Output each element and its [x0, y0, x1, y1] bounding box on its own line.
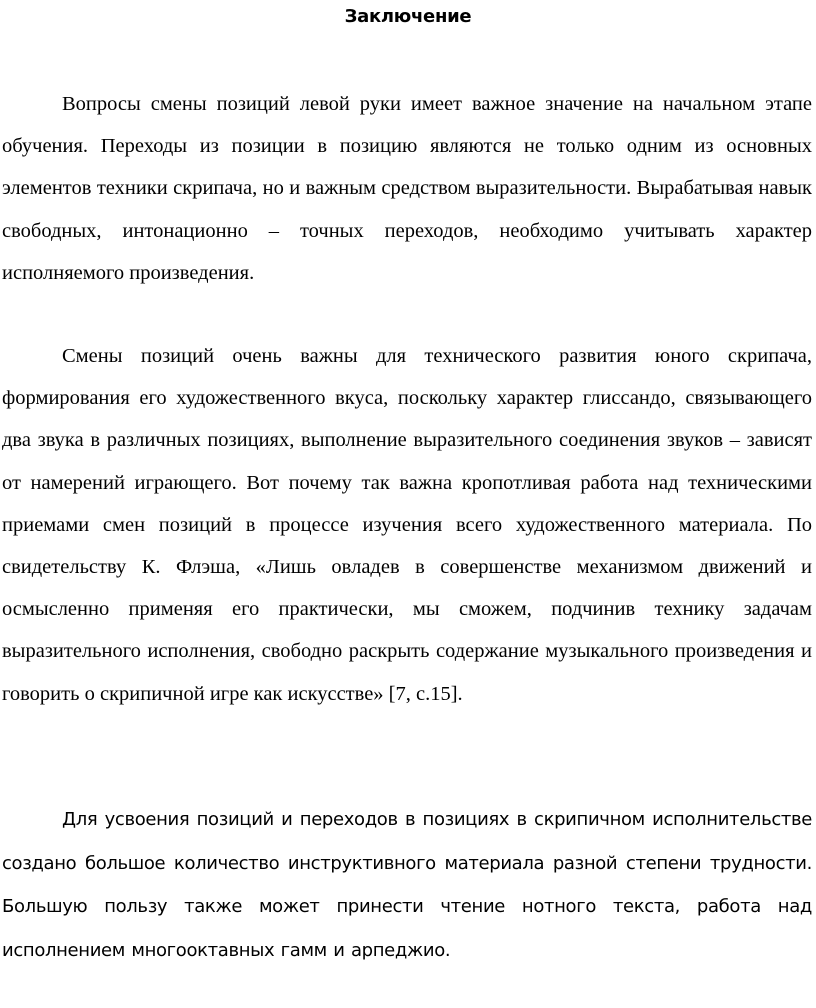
paragraph-technical-development: Смены позиций очень важны для технического развития юного скрипача, формирования его художественного вкуса, поскольку характер глиссандо, связывающего два звука в различных позициях, выполнение выразительного соединения звуков – зависят от намерений играющего. Вот почему так важна кропотливая работа над техническими приемами смен позиций в процессе изучения всего художественного материала. По свидетельству К. Флэша, «Лишь овладев в совершенстве механизмом движений и осмысленно применяя его практически, мы сможем, подчинив технику задачам выразительного исполнения, свободно раскрыть содержание музыкального произведения и говорить о скрипичной игре как искусстве» [7, с.15].	[2, 345, 812, 705]
paragraph-position-changes-intro: Вопросы смены позиций левой руки имеет важное значение на начальном этапе обучения. Переходы из позиции в позицию являются не только одним из основных элементов техники скрипача, но и важным средством выразительности. Вырабатывая навык свободных, интонационно – точных переходов, необходимо учитывать характер исполняемого произведения.	[2, 93, 812, 284]
paragraph-instructive-material: Для усвоения позиций и переходов в позициях в скрипичном исполнительстве создано большое количество инструктивного материала разной степени трудности. Большую пользу также может принести чтение нотного текста, работа над исполнением многооктавных гамм и арпеджио.	[2, 809, 812, 961]
document-title: Заключение	[344, 6, 472, 27]
